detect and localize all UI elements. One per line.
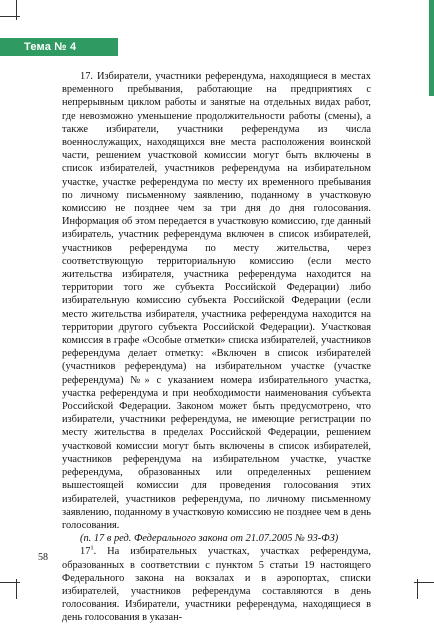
amendment-note: (п. 17 в ред. Федерального закона от 21.07.2005 № 93-ФЗ) [80,533,339,545]
paragraph-17-1-number: 17 [80,546,91,558]
chapter-tab-edge [429,0,434,96]
crop-mark-bottom-left-v [16,579,17,599]
paragraph-17-1-superscript: 1 [90,544,94,552]
crop-mark-top-left-h [0,16,20,17]
paragraph-17-1 [62,545,371,624]
crop-mark-top-left-v [16,0,17,20]
page-body [62,70,371,625]
crop-mark-bottom-right-v [417,579,418,599]
paragraph-17-1-text: . На избирательных участках, участках референдума, образованных в соответствии с пунктом 5 статьи 19 настоящего Федерального закона на вокзалах и в аэропортах, списки избирателей, участников референдума составляются в день голосования. Избиратели, участники референдума, находящиеся в день голосования в указан- [62,546,371,624]
crop-mark-bottom-left-h [0,582,20,583]
paragraph-17: 17. Избиратели, участники референдума, находящиеся в местах временного пребывания, работающие на предприятиях с непрерывным циклом работы и занятые на отдельных видах работ, где невозможно уменьшение продолжительности работы (смены), а также избиратели, участники референдума из числа военнослужащих, находящихся вне места расположения воинской части, решением участковой комиссии могут быть включены в список избирателей, участников референдума на избирательном участке, участке референдума по месту их временного пребывания по личному письменному заявлению, поданному в участковую комиссию не позднее чем за три дня до дня голосования. Информация об этом передается в участковую комиссию, где данный избиратель, участник референдума включен в список избирателей, участников референдума по месту жительства, через соответствующую территориальную комиссию (если место жительства избирателя, участника референдума находится на территории того же субъекта Российской Федерации) либо избирательную комиссию субъекта Российской Федерации (если место жительства избирателя, участника референдума находится на территории другого субъекта Российской Федерации). Участковая комиссия в графе «Особые отметки» списка избирателей, участников референдума делает отметку: «Включен в список избирателей (участников референдума) на избирательном участке (участке референдума) №» с указанием номера избирательного участка, участка референдума и при необходимости наименования субъекта Российской Федерации. Законом может быть предусмотрено, что избиратели, участники референдума, не имеющие регистрации по месту жительства в пределах Российской Федерации, решением участковой комиссии могут быть включены в список избирателей, участников референдума на избирательном участке, участке референдума, образованных или определенных решением вышестоящей комиссии для проведения голосования этих избирателей, участников референдума, по личному письменному заявлению, поданному в участковую комиссию не позднее чем в день голосования. [62,71,371,531]
topic-header-label: Тема № 4 [24,41,77,53]
page-number: 58 [38,552,48,563]
